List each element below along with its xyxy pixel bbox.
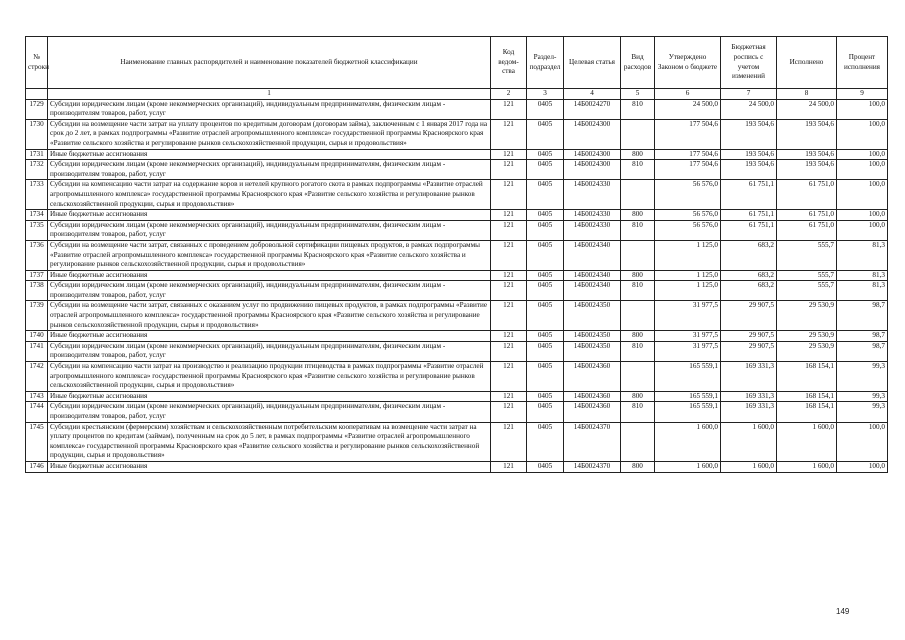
target-article-cell: 14Б0024370 — [564, 461, 621, 472]
table-row — [26, 99, 888, 119]
executed-amount-cell: 168 154,1 — [777, 391, 837, 402]
approved-amount-cell: 177 504,6 — [655, 160, 721, 180]
header-executed: Исполнено — [777, 37, 837, 89]
row-name-cell: Субсидии юридическим лицам (кроме некоммерческих организаций), индивидуальным предпринимателям, физическим лицам - производителям товаров, работ, услуг — [48, 220, 491, 240]
executed-amount-cell: 24 500,0 — [777, 99, 837, 119]
executed-amount-cell: 61 751,0 — [777, 210, 837, 221]
section-cell: 0405 — [527, 281, 564, 301]
header-target: Целевая статья — [564, 37, 621, 89]
header-row — [26, 37, 888, 89]
executed-amount-cell: 29 530,9 — [777, 331, 837, 342]
dept-code-cell: 121 — [491, 210, 527, 221]
schedule-amount-cell: 169 331,3 — [721, 391, 777, 402]
executed-amount-cell: 29 530,9 — [777, 341, 837, 361]
row-number-cell: 1739 — [26, 301, 48, 331]
section-cell: 0405 — [527, 240, 564, 270]
row-name-cell: Субсидии на компенсацию части затрат на производство и реализацию продукции птицеводства в рамках подпрограммы «Развитие отраслей агропромышленного комплекса» государственной программы Красноярского края «Развитие сельского хозяйства и регулирование рынков сельскохозяйственной продукции, сырья и продовольствия» — [48, 362, 491, 392]
percent-cell: 98,7 — [837, 301, 888, 331]
section-cell: 0405 — [527, 362, 564, 392]
table-row — [26, 119, 888, 149]
approved-amount-cell: 177 504,6 — [655, 149, 721, 160]
section-cell: 0405 — [527, 270, 564, 281]
target-article-cell: 14Б0024270 — [564, 99, 621, 119]
expense-type-cell: 800 — [621, 331, 655, 342]
executed-amount-cell: 29 530,9 — [777, 301, 837, 331]
section-cell: 0405 — [527, 160, 564, 180]
row-number-cell: 1735 — [26, 220, 48, 240]
percent-cell: 99,3 — [837, 362, 888, 392]
schedule-amount-cell: 61 751,1 — [721, 220, 777, 240]
dept-code-cell: 121 — [491, 362, 527, 392]
expense-type-cell: 810 — [621, 341, 655, 361]
row-name-cell: Субсидии на возмещение части затрат на уплату процентов по кредитным договорам (договорам займа), заключенным с 1 января 2017 года на срок до 2 лет, в рамках подпрограммы «Развитие отраслей агропромышленного комплекса» государственной программы Красноярского края «Развитие сельского хозяйства и регулирование рынков сельскохозяйственной продукции, сырья и продовольствия» — [48, 119, 491, 149]
approved-amount-cell: 31 977,5 — [655, 331, 721, 342]
percent-cell: 100,0 — [837, 422, 888, 461]
table-row — [26, 270, 888, 281]
row-name-cell: Субсидии юридическим лицам (кроме некоммерческих организаций), индивидуальным предпринимателям, физическим лицам - производителям товаров, работ, услуг — [48, 341, 491, 361]
section-cell: 0405 — [527, 331, 564, 342]
percent-cell: 100,0 — [837, 119, 888, 149]
target-article-cell: 14Б0024360 — [564, 362, 621, 392]
section-cell: 0405 — [527, 422, 564, 461]
row-name-cell: Субсидии юридическим лицам (кроме некоммерческих организаций), индивидуальным предпринимателям, физическим лицам - производителям товаров, работ, услуг — [48, 281, 491, 301]
executed-amount-cell: 1 600,0 — [777, 422, 837, 461]
row-name-cell: Субсидии юридическим лицам (кроме некоммерческих организаций), индивидуальным предпринимателям, физическим лицам - производителям товаров, работ, услуг — [48, 402, 491, 422]
expense-type-cell — [621, 180, 655, 210]
schedule-amount-cell: 683,2 — [721, 281, 777, 301]
section-cell: 0405 — [527, 210, 564, 221]
row-number-cell: 1744 — [26, 402, 48, 422]
expense-type-cell: 810 — [621, 160, 655, 180]
approved-amount-cell: 31 977,5 — [655, 301, 721, 331]
dept-code-cell: 121 — [491, 220, 527, 240]
expense-type-cell: 810 — [621, 281, 655, 301]
schedule-amount-cell: 29 907,5 — [721, 341, 777, 361]
header-row-no: № строки — [26, 37, 48, 89]
dept-code-cell: 121 — [491, 331, 527, 342]
approved-amount-cell: 1 600,0 — [655, 422, 721, 461]
row-name-cell: Иные бюджетные ассигнования — [48, 149, 491, 160]
schedule-amount-cell: 1 600,0 — [721, 461, 777, 472]
percent-cell: 100,0 — [837, 210, 888, 221]
percent-cell: 99,3 — [837, 402, 888, 422]
table-row — [26, 461, 888, 472]
row-name-cell: Иные бюджетные ассигнования — [48, 331, 491, 342]
target-article-cell: 14Б0024350 — [564, 331, 621, 342]
executed-amount-cell: 193 504,6 — [777, 149, 837, 160]
column-number: 9 — [837, 89, 888, 100]
target-article-cell: 14Б0024330 — [564, 180, 621, 210]
percent-cell: 100,0 — [837, 160, 888, 180]
approved-amount-cell: 56 576,0 — [655, 180, 721, 210]
row-name-cell: Субсидии крестьянским (фермерским) хозяйствам и сельскохозяйственным потребительским кооперативам на возмещение части затрат на уплату процентов по кредитам (займам), полученным на срок до 5 лет, в рамках подпрограммы «Развитие отраслей агропромышленного комплекса» государственной программы Красноярского края «Развитие сельского хозяйства и регулирование рынков сельскохозяйственной продукции, сырья и продовольствия» — [48, 422, 491, 461]
section-cell: 0405 — [527, 341, 564, 361]
row-number-cell: 1741 — [26, 341, 48, 361]
approved-amount-cell: 177 504,6 — [655, 119, 721, 149]
row-number-cell: 1729 — [26, 99, 48, 119]
table-row — [26, 301, 888, 331]
target-article-cell: 14Б0024350 — [564, 341, 621, 361]
schedule-amount-cell: 1 600,0 — [721, 422, 777, 461]
target-article-cell: 14Б0024300 — [564, 160, 621, 180]
column-number: 2 — [491, 89, 527, 100]
approved-amount-cell: 1 125,0 — [655, 240, 721, 270]
section-cell: 0405 — [527, 220, 564, 240]
target-article-cell: 14Б0024370 — [564, 422, 621, 461]
schedule-amount-cell: 61 751,1 — [721, 180, 777, 210]
dept-code-cell: 121 — [491, 149, 527, 160]
row-number-cell: 1745 — [26, 422, 48, 461]
percent-cell: 100,0 — [837, 180, 888, 210]
table-row — [26, 281, 888, 301]
percent-cell: 98,7 — [837, 331, 888, 342]
expense-type-cell — [621, 119, 655, 149]
budget-table-sheet — [25, 36, 887, 473]
row-name-cell: Иные бюджетные ассигнования — [48, 210, 491, 221]
approved-amount-cell: 56 576,0 — [655, 210, 721, 221]
column-number: 5 — [621, 89, 655, 100]
table-row — [26, 210, 888, 221]
row-name-cell: Субсидии на возмещение части затрат, связанных с оказанием услуг по продвижению пищевых продуктов, в рамках подпрограммы «Развитие отраслей агропромышленного комплекса» государственной программы Красноярского края «Развитие сельского хозяйства и регулирование рынков сельскохозяйственной продукции, сырья и продовольствия» — [48, 301, 491, 331]
approved-amount-cell: 31 977,5 — [655, 341, 721, 361]
row-name-cell: Иные бюджетные ассигнования — [48, 461, 491, 472]
table-row — [26, 391, 888, 402]
table-row — [26, 362, 888, 392]
section-cell: 0405 — [527, 149, 564, 160]
row-name-cell: Субсидии юридическим лицам (кроме некоммерческих организаций), индивидуальным предпринимателям, физическим лицам - производителям товаров, работ, услуг — [48, 160, 491, 180]
row-number-cell: 1736 — [26, 240, 48, 270]
percent-cell: 100,0 — [837, 220, 888, 240]
dept-code-cell: 121 — [491, 422, 527, 461]
expense-type-cell: 800 — [621, 391, 655, 402]
expense-type-cell: 800 — [621, 149, 655, 160]
schedule-amount-cell: 683,2 — [721, 270, 777, 281]
table-row — [26, 422, 888, 461]
row-number-cell: 1738 — [26, 281, 48, 301]
dept-code-cell: 121 — [491, 99, 527, 119]
header-percent: Процент исполнения — [837, 37, 888, 89]
row-name-cell: Субсидии юридическим лицам (кроме некоммерческих организаций), индивидуальным предпринимателям, физическим лицам - производителям товаров, работ, услуг — [48, 99, 491, 119]
section-cell: 0405 — [527, 301, 564, 331]
header-type: Вид расходов — [621, 37, 655, 89]
executed-amount-cell: 555,7 — [777, 270, 837, 281]
schedule-amount-cell: 193 504,6 — [721, 119, 777, 149]
target-article-cell: 14Б0024330 — [564, 210, 621, 221]
table-row — [26, 149, 888, 160]
table-row — [26, 341, 888, 361]
section-cell: 0405 — [527, 402, 564, 422]
schedule-amount-cell: 61 751,1 — [721, 210, 777, 221]
column-number: 3 — [527, 89, 564, 100]
target-article-cell: 14Б0024330 — [564, 220, 621, 240]
percent-cell: 81,3 — [837, 240, 888, 270]
executed-amount-cell: 168 154,1 — [777, 402, 837, 422]
dept-code-cell: 121 — [491, 270, 527, 281]
percent-cell: 81,3 — [837, 281, 888, 301]
row-name-cell: Субсидии на возмещение части затрат, связанных с проведением добровольной сертификации пищевых продуктов, в рамках подпрограммы «Развитие отраслей агропромышленного комплекса» государственной программы Красноярского края «Развитие сельского хозяйства и регулирование рынков сельскохозяйственной продукции, сырья и продовольствия» — [48, 240, 491, 270]
executed-amount-cell: 168 154,1 — [777, 362, 837, 392]
expense-type-cell: 810 — [621, 402, 655, 422]
schedule-amount-cell: 169 331,3 — [721, 402, 777, 422]
row-number-cell: 1731 — [26, 149, 48, 160]
schedule-amount-cell: 193 504,6 — [721, 149, 777, 160]
section-cell: 0405 — [527, 461, 564, 472]
expense-type-cell — [621, 240, 655, 270]
column-number-row — [26, 89, 888, 100]
column-number-blank — [26, 89, 48, 100]
approved-amount-cell: 1 125,0 — [655, 270, 721, 281]
header-name: Наименование главных распорядителей и наименование показателей бюджетной классификации — [48, 37, 491, 89]
dept-code-cell: 121 — [491, 341, 527, 361]
expense-type-cell: 810 — [621, 99, 655, 119]
table-row — [26, 220, 888, 240]
section-cell: 0405 — [527, 119, 564, 149]
dept-code-cell: 121 — [491, 240, 527, 270]
header-approved: Утверждено Законом о бюджете — [655, 37, 721, 89]
dept-code-cell: 121 — [491, 180, 527, 210]
target-article-cell: 14Б0024300 — [564, 149, 621, 160]
expense-type-cell — [621, 362, 655, 392]
percent-cell: 100,0 — [837, 99, 888, 119]
table-row — [26, 180, 888, 210]
executed-amount-cell: 61 751,0 — [777, 180, 837, 210]
expense-type-cell — [621, 422, 655, 461]
approved-amount-cell: 1 125,0 — [655, 281, 721, 301]
schedule-amount-cell: 169 331,3 — [721, 362, 777, 392]
percent-cell: 81,3 — [837, 270, 888, 281]
dept-code-cell: 121 — [491, 402, 527, 422]
approved-amount-cell: 165 559,1 — [655, 391, 721, 402]
target-article-cell: 14Б0024300 — [564, 119, 621, 149]
expense-type-cell: 810 — [621, 220, 655, 240]
column-number: 6 — [655, 89, 721, 100]
expense-type-cell: 800 — [621, 270, 655, 281]
row-name-cell: Иные бюджетные ассигнования — [48, 270, 491, 281]
page-number: 149 — [836, 607, 850, 616]
target-article-cell: 14Б0024350 — [564, 301, 621, 331]
approved-amount-cell: 165 559,1 — [655, 362, 721, 392]
executed-amount-cell: 1 600,0 — [777, 461, 837, 472]
percent-cell: 98,7 — [837, 341, 888, 361]
target-article-cell: 14Б0024360 — [564, 391, 621, 402]
budget-table — [25, 36, 888, 473]
target-article-cell: 14Б0024340 — [564, 270, 621, 281]
table-row — [26, 240, 888, 270]
schedule-amount-cell: 29 907,5 — [721, 301, 777, 331]
expense-type-cell — [621, 301, 655, 331]
row-name-cell: Иные бюджетные ассигнования — [48, 391, 491, 402]
header-schedule: Бюджетная роспись с учетом изменений — [721, 37, 777, 89]
target-article-cell: 14Б0024360 — [564, 402, 621, 422]
dept-code-cell: 121 — [491, 301, 527, 331]
schedule-amount-cell: 29 907,5 — [721, 331, 777, 342]
expense-type-cell: 800 — [621, 461, 655, 472]
executed-amount-cell: 61 751,0 — [777, 220, 837, 240]
table-body — [26, 89, 888, 473]
table-row — [26, 160, 888, 180]
row-number-cell: 1740 — [26, 331, 48, 342]
row-number-cell: 1746 — [26, 461, 48, 472]
dept-code-cell: 121 — [491, 461, 527, 472]
schedule-amount-cell: 193 504,6 — [721, 160, 777, 180]
table-row — [26, 402, 888, 422]
row-number-cell: 1733 — [26, 180, 48, 210]
section-cell: 0405 — [527, 391, 564, 402]
executed-amount-cell: 193 504,6 — [777, 119, 837, 149]
executed-amount-cell: 193 504,6 — [777, 160, 837, 180]
executed-amount-cell: 555,7 — [777, 240, 837, 270]
header-section: Раздел-подраздел — [527, 37, 564, 89]
section-cell: 0405 — [527, 99, 564, 119]
header-code: Код ведом-ства — [491, 37, 527, 89]
approved-amount-cell: 56 576,0 — [655, 220, 721, 240]
percent-cell: 100,0 — [837, 461, 888, 472]
row-number-cell: 1734 — [26, 210, 48, 221]
target-article-cell: 14Б0024340 — [564, 240, 621, 270]
row-number-cell: 1737 — [26, 270, 48, 281]
target-article-cell: 14Б0024340 — [564, 281, 621, 301]
schedule-amount-cell: 683,2 — [721, 240, 777, 270]
row-number-cell: 1743 — [26, 391, 48, 402]
row-number-cell: 1730 — [26, 119, 48, 149]
row-number-cell: 1732 — [26, 160, 48, 180]
section-cell: 0405 — [527, 180, 564, 210]
dept-code-cell: 121 — [491, 119, 527, 149]
expense-type-cell: 800 — [621, 210, 655, 221]
approved-amount-cell: 165 559,1 — [655, 402, 721, 422]
percent-cell: 100,0 — [837, 149, 888, 160]
column-number: 1 — [48, 89, 491, 100]
schedule-amount-cell: 24 500,0 — [721, 99, 777, 119]
dept-code-cell: 121 — [491, 391, 527, 402]
approved-amount-cell: 1 600,0 — [655, 461, 721, 472]
approved-amount-cell: 24 500,0 — [655, 99, 721, 119]
dept-code-cell: 121 — [491, 160, 527, 180]
percent-cell: 99,3 — [837, 391, 888, 402]
table-row — [26, 331, 888, 342]
row-number-cell: 1742 — [26, 362, 48, 392]
column-number: 4 — [564, 89, 621, 100]
executed-amount-cell: 555,7 — [777, 281, 837, 301]
column-number: 8 — [777, 89, 837, 100]
column-number: 7 — [721, 89, 777, 100]
dept-code-cell: 121 — [491, 281, 527, 301]
row-name-cell: Субсидии на компенсацию части затрат на содержание коров и нетелей крупного рогатого скота в рамках подпрограммы «Развитие отраслей агропромышленного комплекса» государственной программы Красноярского края «Развитие сельского хозяйства и регулирование рынков сельскохозяйственной продукции, сырья и продовольствия» — [48, 180, 491, 210]
